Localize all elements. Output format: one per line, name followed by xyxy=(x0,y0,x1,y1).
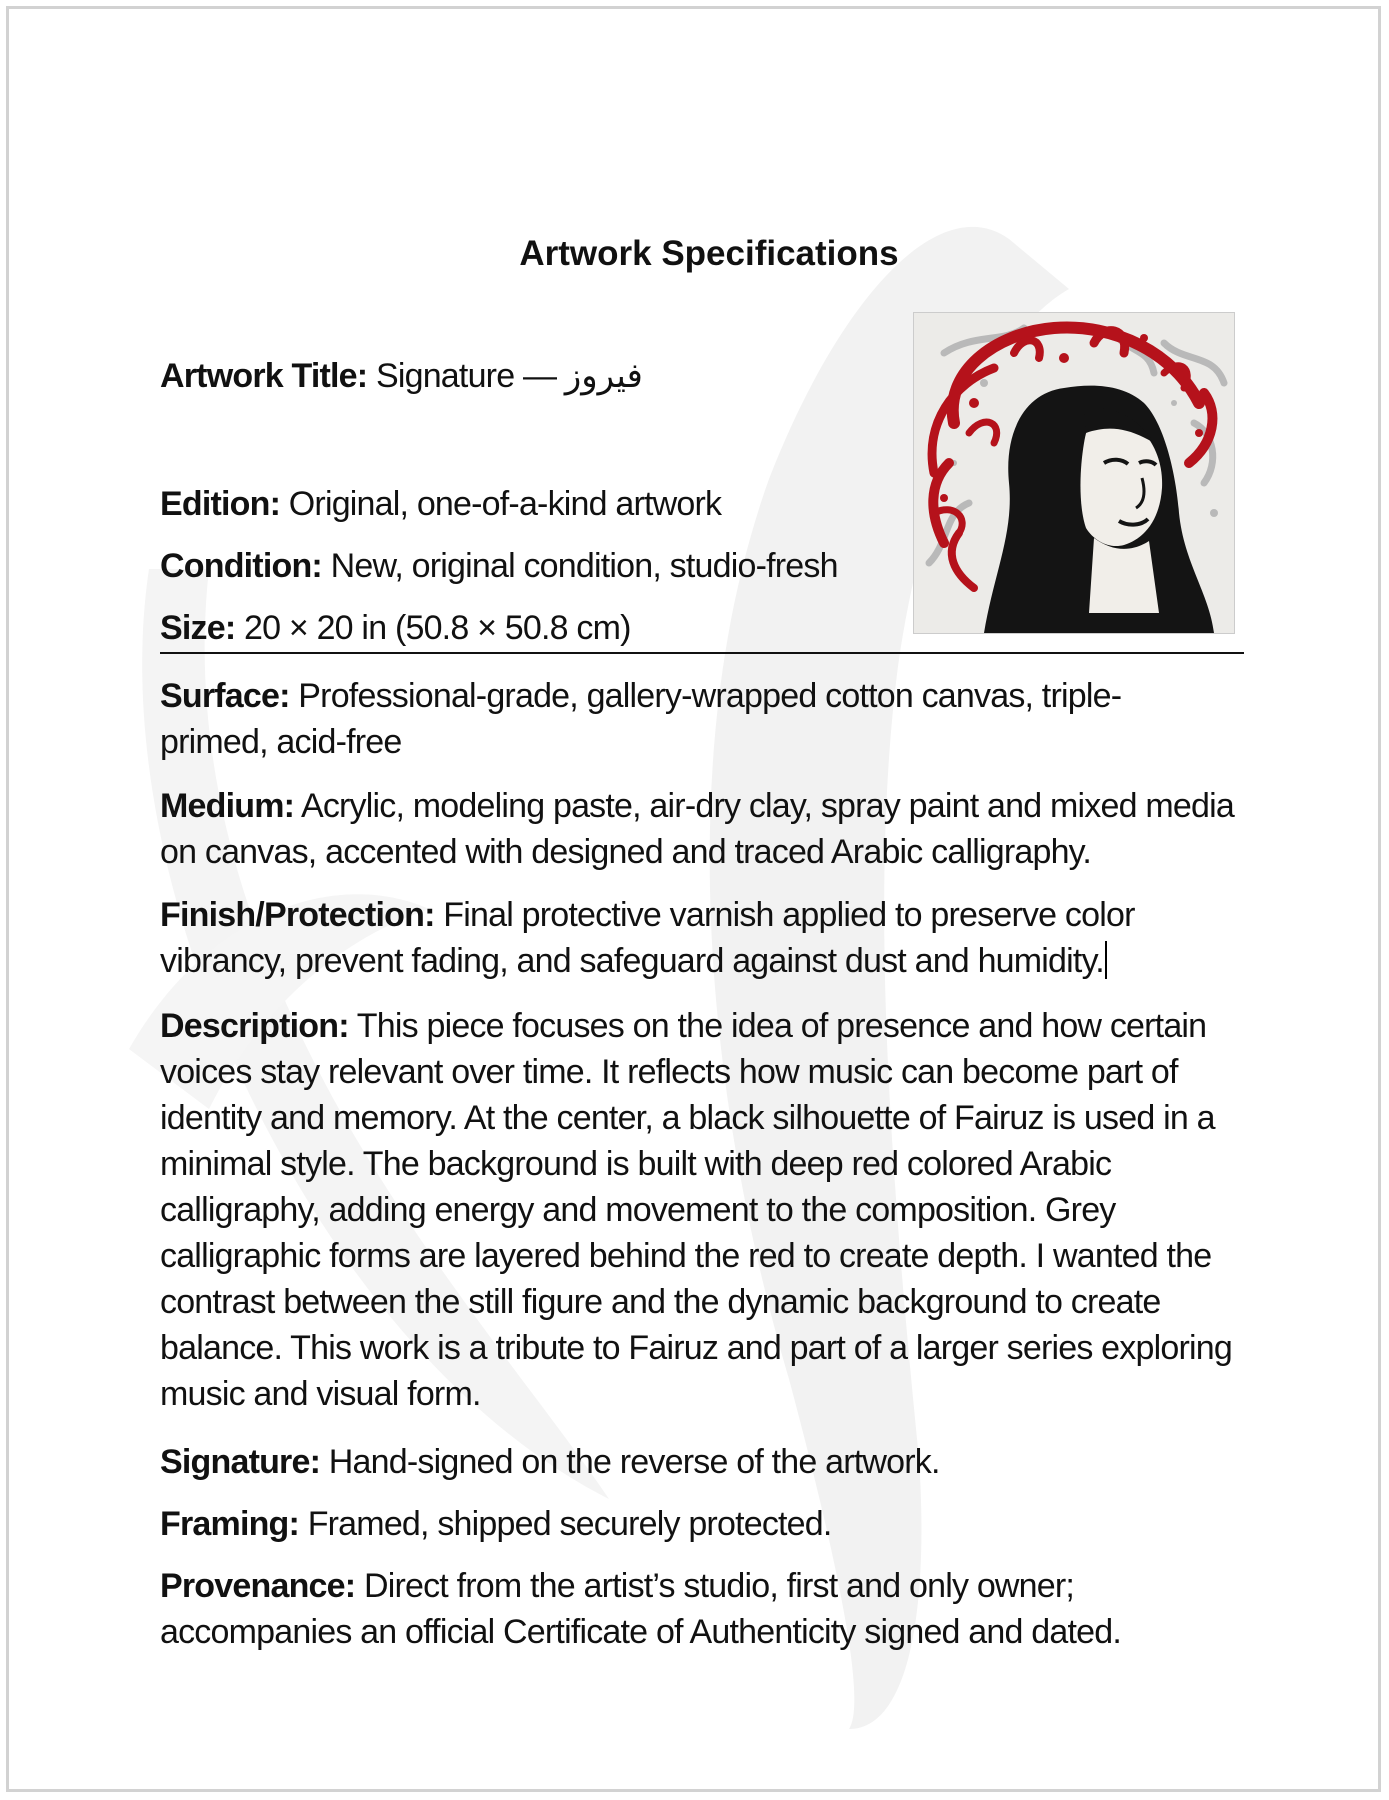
spec-size xyxy=(160,605,631,651)
spec-label: Framing: xyxy=(160,1505,300,1543)
spec-label: Finish/Protection: xyxy=(160,896,435,934)
spec-provenance xyxy=(160,1563,1250,1655)
page-title: Artwork Specifications xyxy=(519,234,899,273)
section-divider xyxy=(160,652,1244,654)
spec-value: Original, one-of-a-kind artwork xyxy=(280,485,722,523)
spec-label: Edition: xyxy=(160,485,281,523)
spec-label: Condition: xyxy=(160,547,322,585)
text-cursor xyxy=(1105,941,1107,979)
spec-label: Description: xyxy=(160,1007,349,1045)
spec-value: Hand-signed on the reverse of the artwork. xyxy=(320,1443,940,1481)
spec-value: New, original condition, studio-fresh xyxy=(321,547,838,585)
spec-label: Surface: xyxy=(160,677,290,715)
spec-value: Acrylic, modeling paste, air-dry clay, spray paint and mixed media on canvas, accented with designed and traced Arabic calligraphy. xyxy=(160,787,1234,871)
spec-value: Framed, shipped securely protected. xyxy=(299,1505,832,1543)
spec-framing xyxy=(160,1501,832,1547)
spec-value: Final protective varnish applied to preserve color vibrancy, prevent fading, and safeguard against dust and humidity. xyxy=(160,896,1135,980)
spec-label: Provenance: xyxy=(160,1567,356,1605)
document-page xyxy=(6,6,1381,1792)
spec-value: 20 × 20 in (50.8 × 50.8 cm) xyxy=(235,609,631,647)
spec-value: Professional-grade, gallery-wrapped cotton canvas, triple-primed, acid-free xyxy=(160,677,1122,761)
spec-label: Medium: xyxy=(160,787,295,825)
spec-medium xyxy=(160,783,1250,875)
spec-surface xyxy=(160,673,1180,765)
artwork-photo-icon xyxy=(914,313,1234,633)
spec-value: Direct from the artist’s studio, first and only owner; accompanies an official Certificate of Authenticity signed and dated. xyxy=(160,1567,1122,1651)
spec-condition xyxy=(160,543,838,589)
spec-label: Artwork Title: xyxy=(160,357,368,395)
spec-signature xyxy=(160,1439,940,1485)
spec-artwork-title xyxy=(160,353,643,399)
spec-finish-protection[interactable] xyxy=(160,892,1250,984)
spec-description xyxy=(160,1003,1250,1417)
spec-label: Size: xyxy=(160,609,236,647)
spec-value: Signature — فيروز xyxy=(367,357,643,395)
spec-value: This piece focuses on the idea of presence and how certain voices stay relevant over time. It reflects how music can become part of identity and memory. At the center, a black silhouette of Fairuz is used in a minimal style. The background is built with deep red colored Arabic calligraphy, adding energy and movement to the composition. Grey calligraphic forms are layered behind the red to create depth. I wanted the contrast between the still figure and the dynamic background to create balance. This work is a tribute to Fairuz and part of a larger series exploring music and visual form. xyxy=(160,1007,1232,1413)
spec-edition xyxy=(160,481,721,527)
artwork-image xyxy=(913,312,1235,634)
spec-label: Signature: xyxy=(160,1443,321,1481)
